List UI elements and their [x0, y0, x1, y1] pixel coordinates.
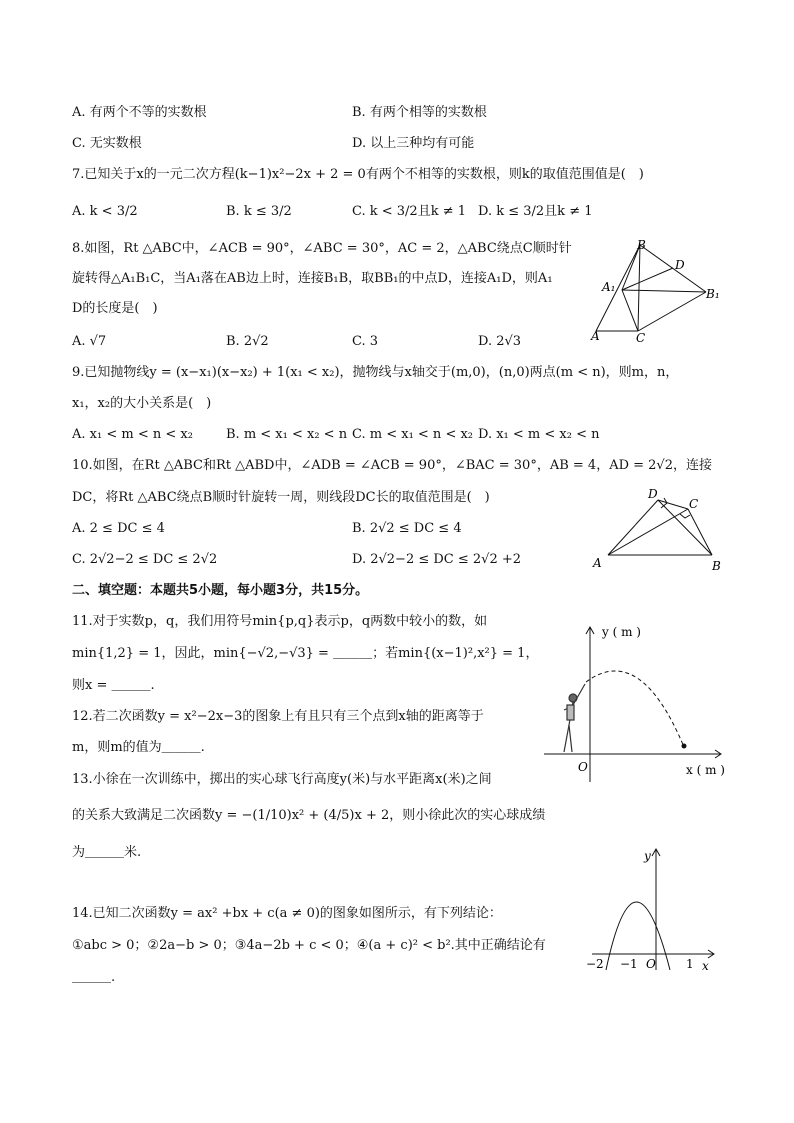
q14-origin-label: O: [646, 957, 656, 971]
q10-line-2: DC，将Rt △ABC绕点B顺时针旋转一周，则线段DC长的取值范围是( ): [72, 490, 490, 505]
q14-tick-minus2: −2: [586, 957, 604, 971]
q8-label-b1: B₁: [706, 287, 720, 301]
q9-option-b: B. m < x₁ < x₂ < n: [226, 427, 348, 442]
q7-option-d: D. k ≤ 3/2且k ≠ 1: [478, 204, 593, 219]
q10-option-b: B. 2√2 ≤ DC ≤ 4: [352, 521, 462, 536]
q8-label-d: D: [675, 258, 685, 272]
q13-axis-x-label: x ( m ): [686, 763, 725, 777]
q9-option-c: C. m < x₁ < n < x₂: [352, 427, 474, 442]
q11-line-1: 11.对于实数p，q，我们用符号min{p,q}表示p，q两数中较小的数，如: [72, 614, 488, 629]
q6-option-d: D. 以上三种均有可能: [352, 136, 475, 151]
q8-label-a: A: [591, 329, 600, 343]
q12-line-1: 12.若二次函数y = x²−2x−3的图象上有且只有三个点到x轴的距离等于: [72, 709, 484, 724]
q7-stem: 7.已知关于x的一元二次方程(k−1)x²−2x + 2 = 0有两个不相等的实数根，则k的取值范围值是( ): [72, 167, 644, 182]
q10-option-d: D. 2√2−2 ≤ DC ≤ 2√2 +2: [352, 552, 522, 567]
q7-option-b: B. k ≤ 3/2: [226, 204, 292, 219]
q8-label-b: B: [637, 238, 646, 252]
q13-line-2: 的关系大致满足二次函数y = −(1/10)x² + (4/5)x + 2，则小徐此次的实心球成绩: [72, 808, 546, 823]
q6-option-a: A. 有两个不等的实数根: [72, 105, 207, 120]
q12-line-2: m，则m的值为＿＿＿.: [72, 740, 205, 755]
q14-tick-minus1: −1: [620, 957, 638, 971]
q14-parabola-figure: [584, 844, 724, 974]
q14-axis-y-label: y: [644, 849, 651, 863]
q10-label-c: C: [689, 497, 699, 511]
q8-line-2: 旋转得△A₁B₁C，当A₁落在AB边上时，连接B₁B，取BB₁的中点D，连接A₁D，则A₁: [72, 271, 553, 286]
q14-line-2: ①abc > 0；②2a−b > 0；③4a−2b + c < 0；④(a + c)² < b².其中正确结论有: [72, 938, 546, 953]
q13-line-1: 13.小徐在一次训练中，掷出的实心球飞行高度y(米)与水平距离x(米)之间: [72, 772, 492, 787]
q7-option-a: A. k < 3/2: [72, 204, 138, 219]
section-2-title: 二、填空题：本题共5小题，每小题3分，共15分。: [72, 583, 369, 598]
q11-line-3: 则x = ＿＿＿.: [72, 678, 155, 693]
q11-line-2: min{1,2} = 1，因此，min{−√2,−√3} = ＿＿＿；若min{(x−1)²,x²} = 1，: [72, 646, 539, 661]
q10-line-1: 10.如图，在Rt △ABC和Rt △ABD中，∠ADB = ∠ACB = 90°，∠BAC = 30°，AB = 4，AD = 2√2，连接: [72, 458, 712, 473]
athlete-icon: [564, 684, 585, 752]
q8-option-d: D. 2√3: [478, 334, 522, 349]
q9-option-a: A. x₁ < m < n < x₂: [72, 427, 193, 442]
q10-label-a: A: [593, 556, 602, 570]
q14-tick-1: 1: [686, 957, 694, 971]
q14-line-1: 14.已知二次函数y = ax² +bx + c(a ≠ 0)的图象如图所示，有下列结论：: [72, 906, 502, 921]
q14-axis-x-label: x: [702, 959, 709, 973]
ball-landing-point: [682, 744, 687, 749]
q8-line-1: 8.如图，Rt △ABC中，∠ACB = 90°，∠ABC = 30°，AC = 2，△ABC绕点C顺时针: [72, 241, 572, 256]
q13-shot-put-figure: [540, 622, 730, 784]
q13-line-3: 为＿＿＿米.: [72, 845, 142, 860]
q14-line-3: ＿＿＿.: [72, 970, 116, 985]
q10-triangle-figure: [588, 484, 728, 574]
q13-origin-label: O: [578, 760, 588, 774]
q8-option-a: A. √7: [72, 334, 107, 349]
q10-option-a: A. 2 ≤ DC ≤ 4: [72, 521, 165, 536]
q8-triangle-figure: [588, 232, 728, 348]
q9-line-1: 9.已知抛物线y = (x−x₁)(x−x₂) + 1(x₁ < x₂)，抛物线与x轴交于(m,0)，(n,0)两点(m < n)，则m，n，: [72, 365, 679, 380]
q6-option-c: C. 无实数根: [72, 136, 142, 151]
q10-label-d: D: [648, 487, 658, 501]
q9-line-2: x₁，x₂的大小关系是( ): [72, 396, 212, 411]
q8-option-b: B. 2√2: [226, 334, 269, 349]
q8-option-c: C. 3: [352, 334, 379, 349]
q10-option-c: C. 2√2−2 ≤ DC ≤ 2√2: [72, 552, 218, 567]
q13-axis-y-label: y ( m ): [602, 625, 641, 639]
q6-option-b: B. 有两个相等的实数根: [352, 105, 487, 120]
q7-option-c: C. k < 3/2且k ≠ 1: [352, 204, 467, 219]
q8-label-c: C: [636, 331, 646, 345]
q8-line-3: D的长度是( ): [72, 301, 158, 316]
q9-option-d: D. x₁ < m < x₂ < n: [478, 427, 600, 442]
q8-label-a1: A₁: [602, 280, 616, 294]
q10-label-b: B: [712, 559, 721, 573]
